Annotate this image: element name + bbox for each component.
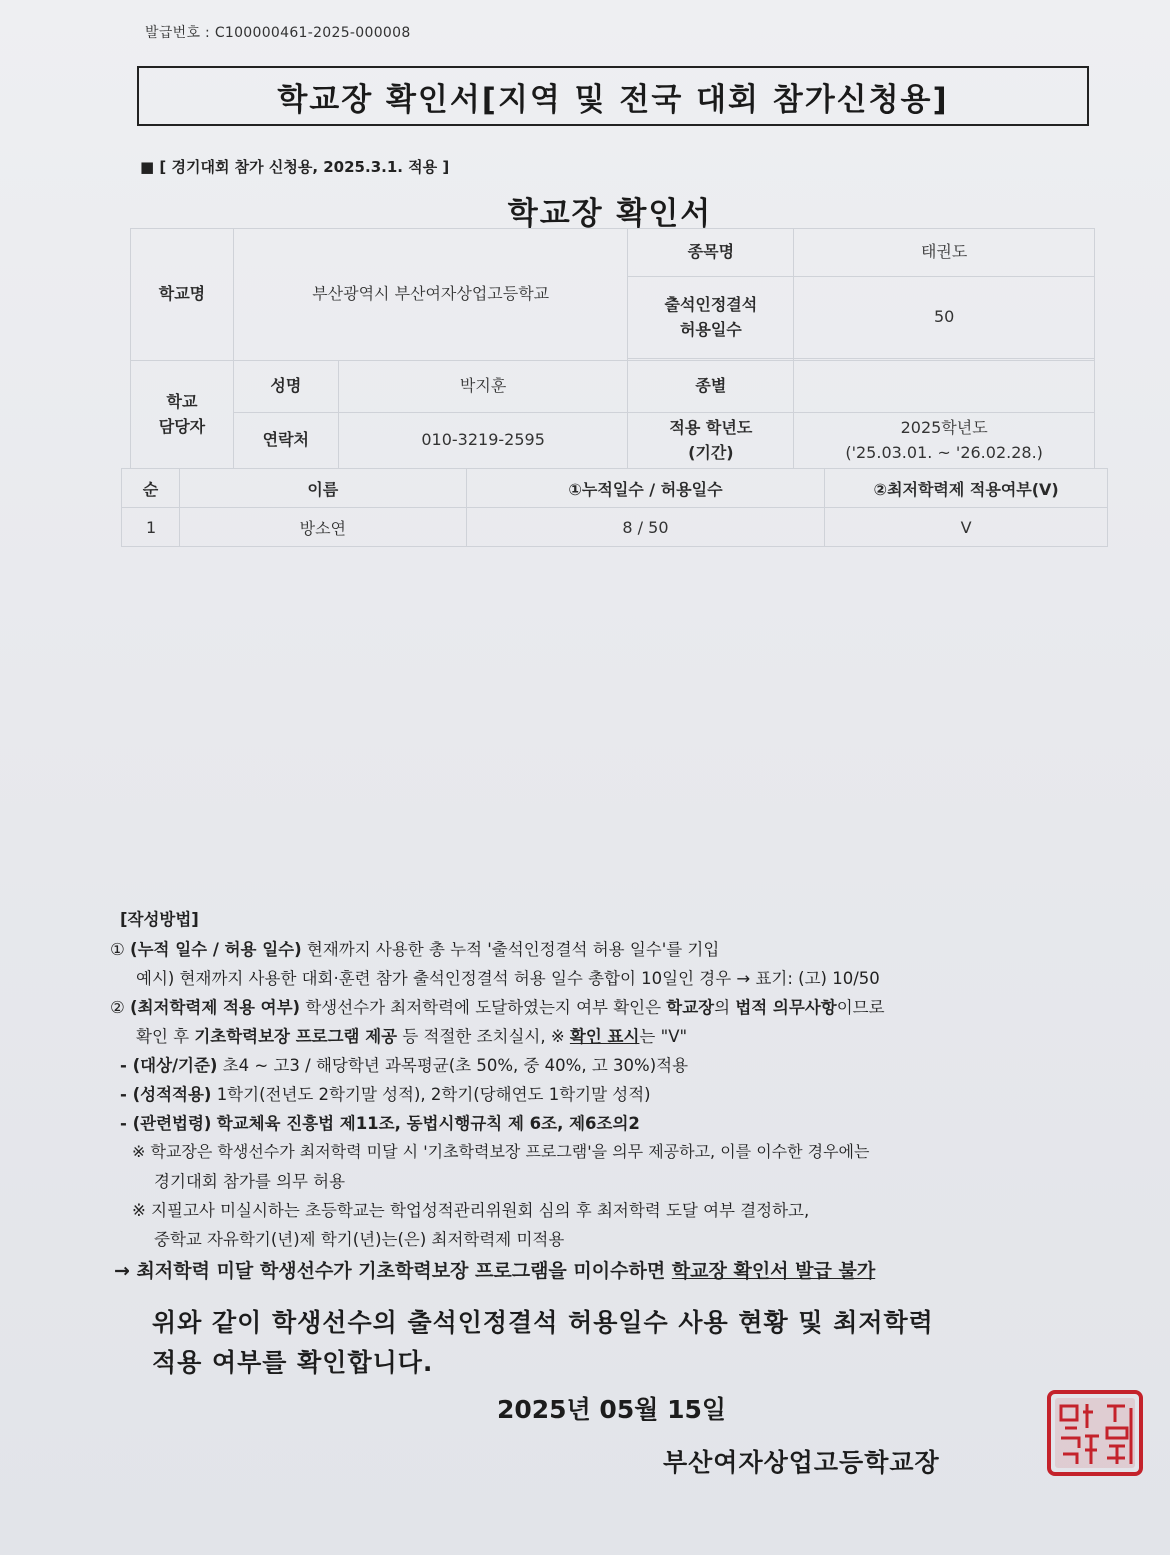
note-4-line1: ※ 지필고사 미실시하는 초등학교는 학업성적관리위원회 심의 후 최저학력 도달 여부 결정하고, xyxy=(132,1201,810,1220)
note-3-line2: 경기대회 참가를 의무 허용 xyxy=(154,1172,346,1191)
confirmation-line2: 적용 여부를 확인합니다. xyxy=(152,1348,434,1377)
note-2 xyxy=(110,994,885,1018)
row-no: 1 xyxy=(122,508,180,547)
warning-underline: 학교장 확인서 발급 불가 xyxy=(671,1260,876,1282)
absence-label-line2: 허용일수 xyxy=(679,319,742,339)
school-value: 부산광역시 부산여자상업고등학교 xyxy=(233,229,628,361)
manager-label-line2: 담당자 xyxy=(158,416,206,436)
note-1-mark: ① xyxy=(110,940,125,959)
note-2-text-a: 학생선수가 최저학력에 도달하였는지 여부 확인은 xyxy=(305,998,662,1017)
note-2-line2-a: 확인 후 xyxy=(136,1027,190,1046)
note-1 xyxy=(110,936,719,960)
note-2-line2 xyxy=(136,1023,687,1047)
note-1-example: 예시) 현재까지 사용한 대회·훈련 참가 출석인정결석 허용 일수 총합이 10일인 경우 → 표기: (고) 10/50 xyxy=(136,969,880,988)
header-title-box xyxy=(137,66,1089,126)
note-3-line1: ※ 학교장은 학생선수가 최저학력 미달 시 '기초학력보장 프로그램'을 의무 제공하고, 이를 이수한 경우에는 xyxy=(132,1142,870,1161)
law-text: 학교체육 진흥법 제11조, 동법시행규칙 제 6조, 제6조의2 xyxy=(216,1114,640,1133)
name-label: 성명 xyxy=(233,361,338,413)
law-line xyxy=(120,1110,640,1134)
row-days: 8 / 50 xyxy=(466,508,825,547)
year-value xyxy=(794,413,1095,469)
subtitle: ■ [ 경기대회 참가 신청용, 2025.3.1. 적용 ] xyxy=(140,158,450,176)
absence-value: 50 xyxy=(794,277,1095,359)
col-header-no: 순 xyxy=(122,469,180,508)
note-2-line2-b: 기초학력보장 프로그램 제공 xyxy=(194,1027,398,1046)
issue-date: 2025년 05월 15일 xyxy=(497,1395,727,1424)
note-1-bold: (누적 일수 / 허용 일수) xyxy=(130,940,302,959)
target-bold: - (대상/기준) xyxy=(120,1056,218,1075)
col-header-name: 이름 xyxy=(179,469,466,508)
issue-number: 발급번호 : C100000461-2025-000008 xyxy=(145,25,411,41)
category-value xyxy=(794,361,1095,413)
school-label: 학교명 xyxy=(131,229,234,361)
note-1-text: 현재까지 사용한 총 누적 '출석인정결석 허용 일수'를 기입 xyxy=(306,940,720,959)
official-seal-icon xyxy=(1045,1388,1145,1478)
grade-bold: - (성적적용) xyxy=(120,1085,212,1104)
confirmation-line1: 위와 같이 학생선수의 출석인정결석 허용일수 사용 현황 및 최저학력 xyxy=(152,1308,934,1337)
year-value-line1: 2025학년도 xyxy=(900,417,988,437)
grade-line xyxy=(120,1081,651,1105)
warning-text: → 최저학력 미달 학생선수가 기초학력보장 프로그램을 미이수하면 xyxy=(114,1260,666,1282)
student-table-header xyxy=(122,469,1108,508)
confirmation-statement xyxy=(152,1303,934,1383)
warning-line xyxy=(114,1256,875,1283)
grade-text: 1학기(전년도 2학기말 성적), 2학기(당해연도 1학기말 성적) xyxy=(216,1085,651,1104)
instructions-heading: [작성방법] xyxy=(120,910,199,929)
student-table xyxy=(121,468,1108,547)
target-text: 초4 ~ 고3 / 해당학년 과목평균(초 50%, 중 40%, 고 30%)적용 xyxy=(222,1056,689,1075)
year-value-line2: ('25.03.01. ~ '26.02.28.) xyxy=(845,442,1043,462)
document-title: 학교장 확인서 xyxy=(507,196,713,232)
name-value: 박지훈 xyxy=(338,361,628,413)
info-table xyxy=(130,228,1095,469)
note-2-bold: (최저학력제 적용 여부) xyxy=(130,998,301,1017)
note-2-bold-b: 학교장 xyxy=(666,998,715,1017)
contact-label: 연락처 xyxy=(233,413,338,469)
category-label: 종별 xyxy=(628,361,794,413)
target-line xyxy=(120,1052,688,1076)
year-label xyxy=(628,413,794,469)
absence-label-line1: 출석인정결석 xyxy=(664,294,758,314)
law-bold: - (관련법령) xyxy=(120,1114,212,1133)
contact-value: 010-3219-2595 xyxy=(338,413,628,469)
row-applied: V xyxy=(825,508,1108,547)
note-2-line2-c: 등 적절한 조치실시, ※ xyxy=(402,1027,565,1046)
row-name: 방소연 xyxy=(179,508,466,547)
signer-name: 부산여자상업고등학교장 xyxy=(663,1448,940,1477)
col-header-applied: ②최저학력제 적용여부(V) xyxy=(825,469,1108,508)
col-header-days: ①누적일수 / 허용일수 xyxy=(466,469,825,508)
note-4-line2: 중학교 자유학기(년)제 학기(년)는(은) 최저학력제 미적용 xyxy=(154,1230,565,1249)
note-2-bold-d: 법적 의무사항 xyxy=(735,998,837,1017)
sport-label: 종목명 xyxy=(628,229,794,277)
year-label-line1: 적용 학년도 xyxy=(669,417,753,437)
note-2-text-e: 이므로 xyxy=(836,998,885,1017)
note-2-mark: ② xyxy=(110,998,125,1017)
year-label-line2: (기간) xyxy=(688,442,734,462)
header-title: 학교장 확인서[지역 및 전국 대회 참가신청용] xyxy=(277,81,949,118)
sport-value: 태권도 xyxy=(794,229,1095,277)
manager-label-line1: 학교 xyxy=(166,391,198,411)
note-2-line2-e: 는 "V" xyxy=(639,1027,688,1046)
note-2-line2-d: 확인 표시 xyxy=(569,1027,640,1046)
absence-label xyxy=(628,277,794,359)
note-2-text-c: 의 xyxy=(714,998,731,1017)
table-row xyxy=(122,508,1108,547)
manager-label xyxy=(131,361,234,469)
